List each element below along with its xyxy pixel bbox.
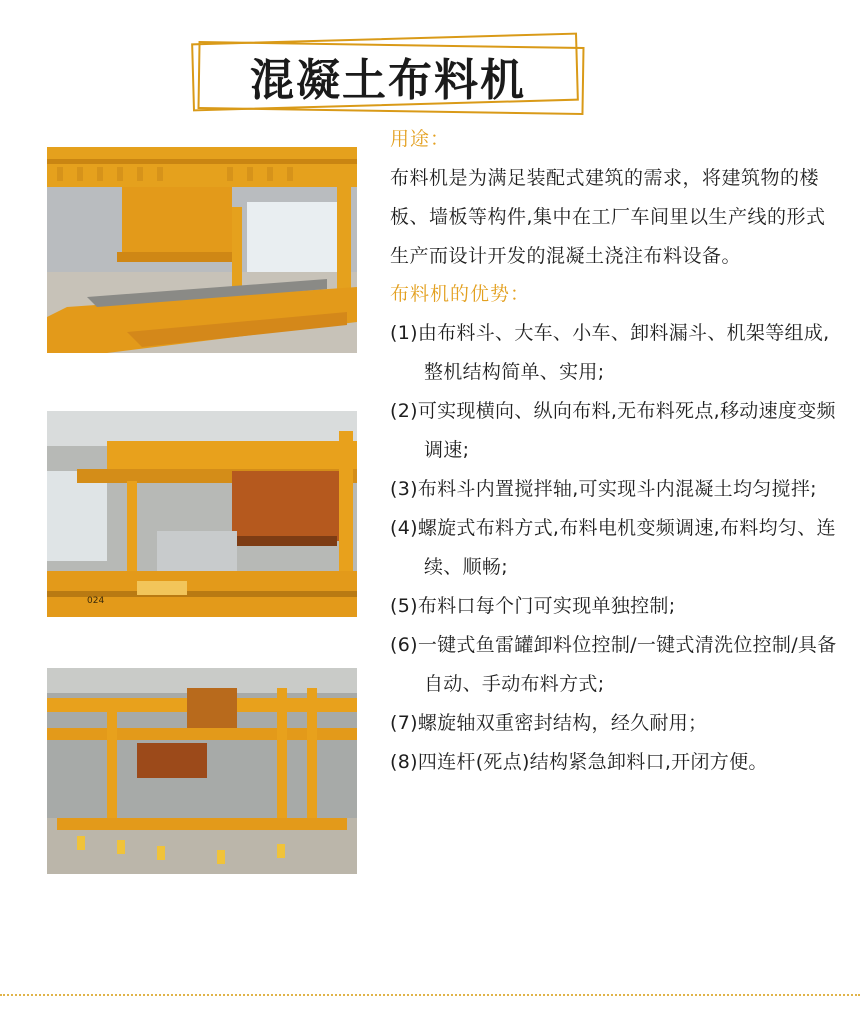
title-block (188, 14, 588, 118)
photo-distributor-gantry (47, 147, 357, 353)
photo-hopper-production-line (47, 411, 357, 617)
list-item: (4)螺旋式布料方式,布料电机变频调速,布料均匀、连续、顺畅; (390, 517, 836, 578)
list-item: (5)布料口每个门可实现单独控制; (390, 595, 676, 617)
description-panel (390, 123, 840, 782)
photo-factory-distributor (47, 668, 357, 874)
usage-heading: 用途： (390, 128, 451, 150)
list-item: (6)一键式鱼雷罐卸料位控制/一键式清洗位控制/具备自动、手动布料方式; (390, 634, 837, 695)
list-item: (3)布料斗内置搅拌轴,可实现斗内混凝土均匀搅拌; (390, 478, 817, 500)
footer-divider (0, 994, 860, 996)
list-item: (1)由布料斗、大车、小车、卸料漏斗、机架等组成,整机结构简单、实用; (390, 322, 830, 383)
usage-text: 布料机是为满足装配式建筑的需求，将建筑物的楼板、墙板等构件,集中在工厂车间里以生产线的形式生产而设计开发的混凝土浇注布料设备。 (390, 167, 826, 267)
advantages-list (390, 314, 840, 782)
list-item: (7)螺旋轴双重密封结构，经久耐用； (390, 712, 708, 734)
list-item: (8)四连杆(死点)结构紧急卸料口,开闭方便。 (390, 751, 768, 773)
mold-number-label: 024 (87, 596, 105, 606)
page-title: 混凝土布料机 (250, 55, 526, 106)
list-item: (2)可实现横向、纵向布料,无布料死点,移动速度变频调速; (390, 400, 836, 461)
advantages-heading: 布料机的优势： (390, 283, 531, 305)
